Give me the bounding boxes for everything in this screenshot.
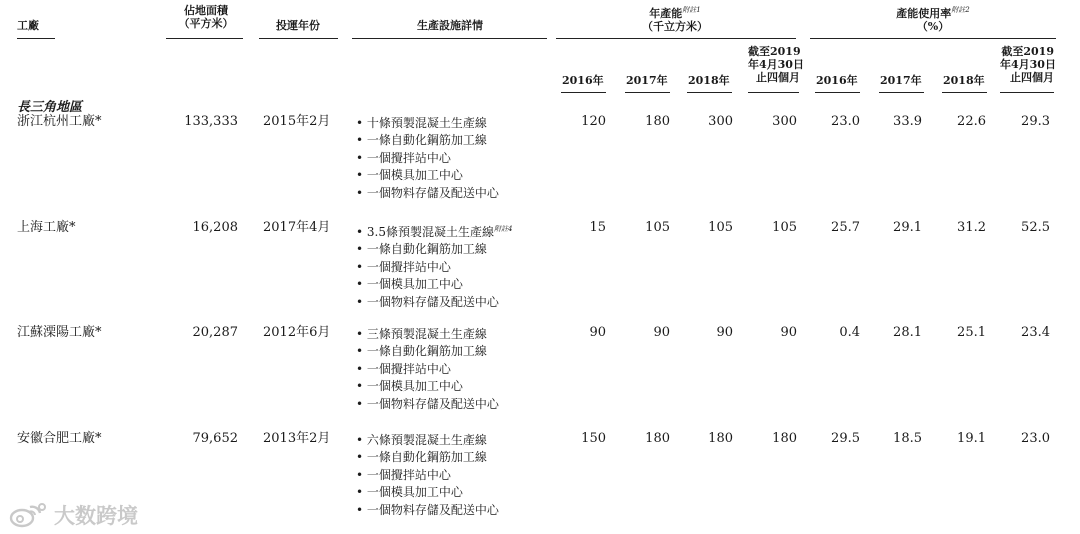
utilization-value: 29.3	[1021, 114, 1050, 129]
util-ytd-underline	[1000, 92, 1054, 93]
facility-text: • 一個物料存儲及配送中心	[356, 502, 499, 517]
factory-name: 上海工廠*	[17, 220, 76, 235]
utilization-value: 25.1	[957, 325, 986, 340]
utilization-value: 33.9	[893, 114, 922, 129]
facility-item	[356, 259, 512, 277]
commission-year: 2017年4月	[263, 220, 331, 235]
cap-ytd-line3: 止四個月	[756, 71, 800, 84]
util-ytd-line2: 年4月30日	[1000, 58, 1056, 71]
header-year-underline	[259, 38, 338, 39]
facility-text: • 一條自動化鋼筋加工線	[356, 450, 487, 465]
capacity-value: 105	[708, 220, 733, 235]
facility-text: • 一個攪拌站中心	[356, 150, 451, 165]
header-util-note: 附註2	[951, 6, 970, 14]
utilization-value: 29.5	[831, 431, 860, 446]
header-factory: 工廠	[17, 19, 39, 32]
facility-list	[356, 326, 499, 414]
util-2018-underline	[942, 92, 987, 93]
header-area-underline	[166, 38, 243, 39]
utilization-value: 52.5	[1021, 220, 1050, 235]
facility-item	[356, 185, 499, 203]
capacity-value: 90	[780, 325, 797, 340]
header-facilities-underline	[352, 38, 547, 39]
facility-list	[356, 115, 499, 203]
capacity-value: 180	[645, 431, 670, 446]
header-facilities: 生產設施詳情	[417, 19, 483, 32]
header-capacity	[555, 4, 795, 33]
cap-2016-header: 2016年	[562, 74, 604, 87]
facility-item	[356, 132, 499, 150]
facility-list	[356, 432, 499, 520]
header-util-unit: （%）	[916, 20, 950, 33]
util-2017-header: 2017年	[880, 74, 922, 87]
capacity-value: 300	[708, 114, 733, 129]
header-factory-underline	[17, 38, 55, 39]
capacity-value: 150	[581, 431, 606, 446]
facility-text: • 一條自動化鋼筋加工線	[356, 242, 487, 257]
util-2017-underline	[879, 92, 924, 93]
capacity-value: 300	[772, 114, 797, 129]
utilization-value: 28.1	[893, 325, 922, 340]
capacity-value: 120	[581, 114, 606, 129]
header-year: 投運年份	[276, 19, 320, 32]
capacity-value: 180	[708, 431, 733, 446]
capacity-value: 90	[589, 325, 606, 340]
factory-name: 浙江杭州工廠*	[17, 114, 102, 129]
region-label: 長三角地區	[17, 100, 83, 115]
commission-year: 2013年2月	[263, 431, 331, 446]
facility-text: • 一個攪拌站中心	[356, 467, 451, 482]
facility-text: • 一個物料存儲及配送中心	[356, 396, 499, 411]
header-area-line1: 佔地面積	[184, 4, 228, 17]
header-capacity-unit: （千立方米）	[642, 20, 708, 33]
facility-item	[356, 150, 499, 168]
facility-item	[356, 484, 499, 502]
util-ytd-line1: 截至2019	[1001, 45, 1054, 58]
facility-item	[356, 294, 512, 312]
watermark-text: 大数跨境	[54, 504, 138, 528]
cap-ytd-header	[748, 45, 804, 84]
facility-text: • 一個攪拌站中心	[356, 259, 451, 274]
facility-text: • 一條自動化鋼筋加工線	[356, 133, 487, 148]
capacity-value: 90	[716, 325, 733, 340]
cap-2018-underline	[687, 92, 732, 93]
capacity-value: 90	[653, 325, 670, 340]
facility-text: • 一個模具加工中心	[356, 277, 463, 292]
commission-year: 2015年2月	[263, 114, 331, 129]
watermark	[8, 500, 138, 530]
utilization-value: 22.6	[957, 114, 986, 129]
util-2016-header: 2016年	[816, 74, 858, 87]
capacity-value: 105	[772, 220, 797, 235]
weibo-logo-icon	[8, 501, 50, 529]
facility-text: • 一個物料存儲及配送中心	[356, 185, 499, 200]
facility-item	[356, 276, 512, 294]
util-2018-header: 2018年	[943, 74, 985, 87]
facility-text: • 一個攪拌站中心	[356, 361, 451, 376]
header-area-line2: （平方米）	[178, 17, 234, 30]
facility-item	[356, 378, 499, 396]
header-capacity-title: 年產能	[649, 7, 683, 20]
facility-list	[356, 221, 512, 312]
facility-item	[356, 361, 499, 379]
site-area: 133,333	[184, 114, 238, 129]
facility-item	[356, 343, 499, 361]
cap-ytd-line2: 年4月30日	[748, 58, 804, 71]
cap-2017-underline	[625, 92, 670, 93]
header-capacity-note: 附註1	[682, 6, 701, 14]
cap-ytd-line1: 截至2019	[748, 45, 801, 58]
util-ytd-line3: 止四個月	[1010, 71, 1054, 84]
capacity-value: 180	[772, 431, 797, 446]
facility-item	[356, 326, 499, 344]
facility-text: • 一個模具加工中心	[356, 485, 463, 500]
capacity-value: 105	[645, 220, 670, 235]
util-ytd-header	[1000, 45, 1054, 84]
factory-name: 安徽合肥工廠*	[17, 431, 102, 446]
facility-text: • 一條自動化鋼筋加工線	[356, 344, 487, 359]
facility-text: • 六條預製混凝土生產線	[356, 432, 487, 447]
utilization-value: 23.0	[831, 114, 860, 129]
utilization-value: 29.1	[893, 220, 922, 235]
utilization-value: 31.2	[957, 220, 986, 235]
cap-ytd-underline	[748, 92, 799, 93]
header-area	[166, 4, 246, 30]
site-area: 20,287	[192, 325, 238, 340]
facility-item	[356, 449, 499, 467]
utilization-value: 19.1	[957, 431, 986, 446]
header-utilization-underline	[810, 38, 1056, 39]
utilization-value: 23.0	[1021, 431, 1050, 446]
factory-name: 江蘇溧陽工廠*	[17, 325, 102, 340]
facility-item	[356, 241, 512, 259]
site-area: 16,208	[192, 220, 238, 235]
utilization-value: 0.4	[839, 325, 860, 340]
facility-text: • 三條預製混凝土生產線	[356, 326, 487, 341]
facility-item	[356, 167, 499, 185]
header-utilization	[810, 4, 1056, 33]
facility-text: • 一個物料存儲及配送中心	[356, 294, 499, 309]
capacity-value: 15	[589, 220, 606, 235]
util-2016-underline	[815, 92, 860, 93]
facility-text: • 十條預製混凝土生產線	[356, 115, 487, 130]
facility-text: • 一個模具加工中心	[356, 168, 463, 183]
site-area: 79,652	[192, 431, 238, 446]
facility-text: • 3.5條預製混凝土生產線	[356, 224, 494, 239]
header-util-title: 產能使用率	[896, 7, 952, 20]
utilization-value: 18.5	[893, 431, 922, 446]
commission-year: 2012年6月	[263, 325, 331, 340]
capacity-value: 180	[645, 114, 670, 129]
utilization-value: 23.4	[1021, 325, 1050, 340]
header-capacity-underline	[556, 38, 796, 39]
facility-item	[356, 396, 499, 414]
utilization-value: 25.7	[831, 220, 860, 235]
facility-item	[356, 467, 499, 485]
facility-text: • 一個模具加工中心	[356, 379, 463, 394]
facility-item	[356, 502, 499, 520]
cap-2018-header: 2018年	[688, 74, 730, 87]
cap-2016-underline	[561, 92, 606, 93]
facility-item	[356, 221, 512, 242]
cap-2017-header: 2017年	[626, 74, 668, 87]
facility-item	[356, 115, 499, 133]
facility-item	[356, 432, 499, 450]
facility-note: 附註4	[493, 224, 513, 233]
